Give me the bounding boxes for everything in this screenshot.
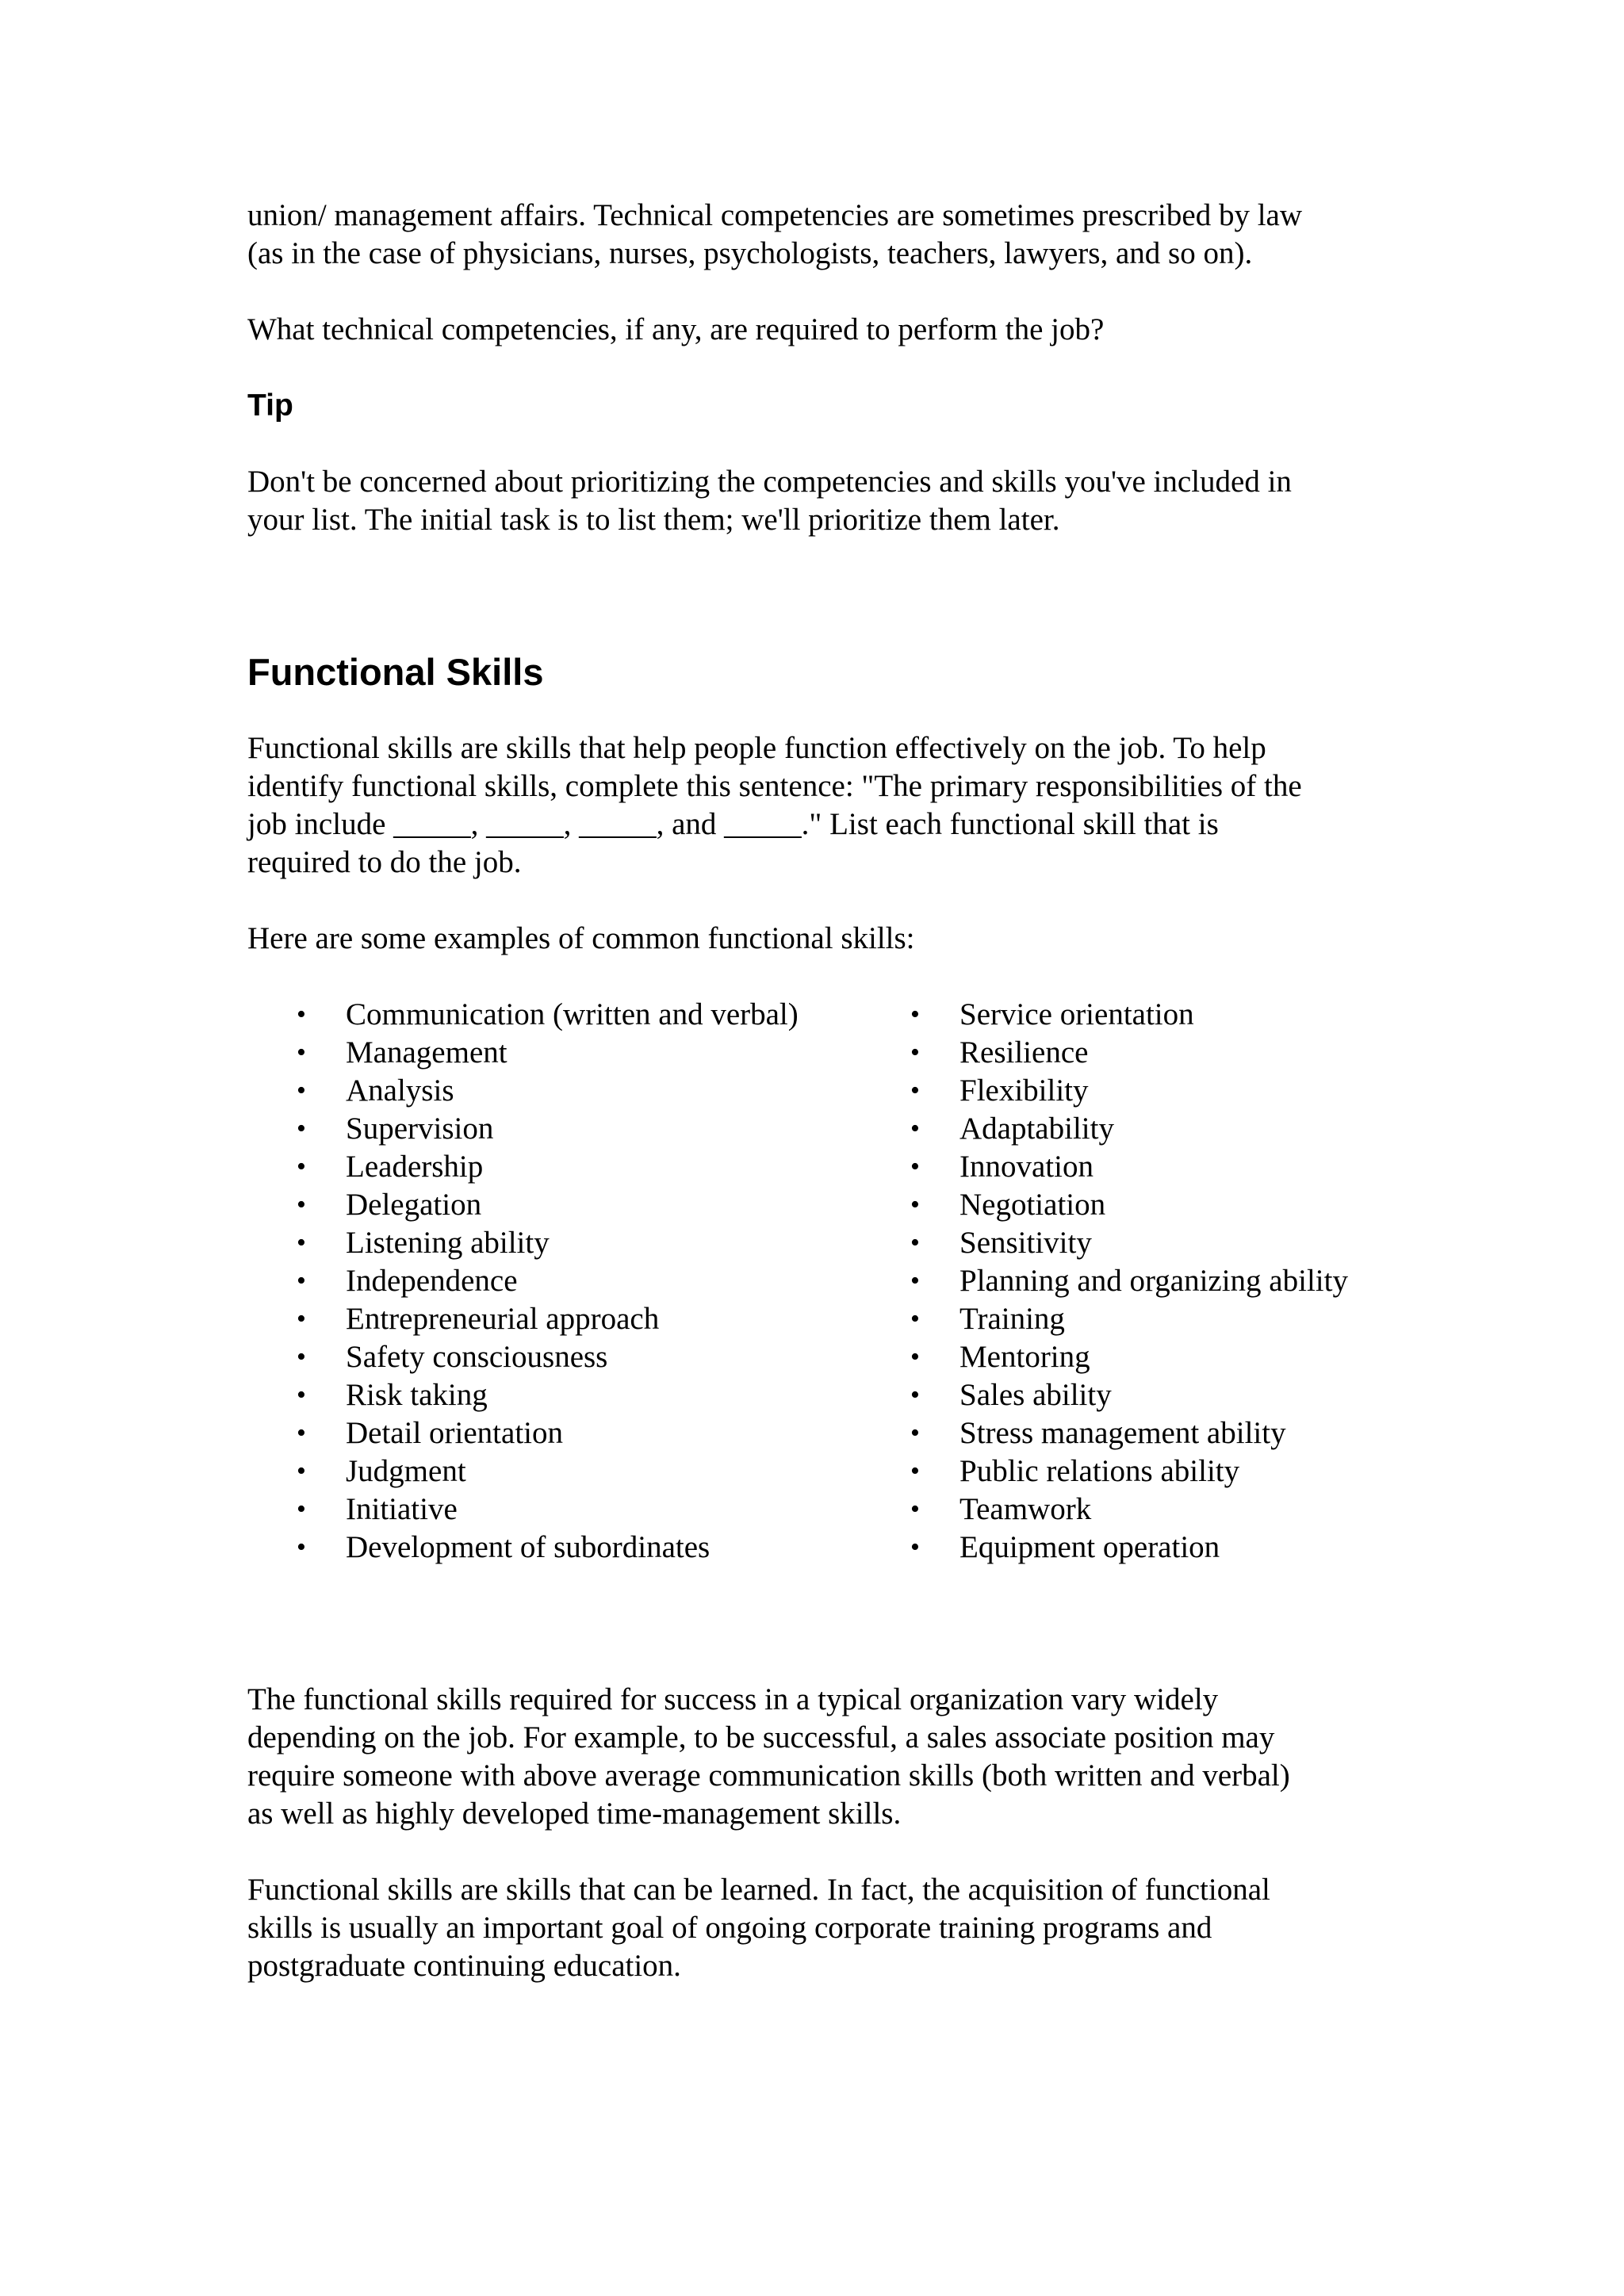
intro-paragraph: [247, 197, 1397, 273]
vary-paragraph: [247, 1681, 1397, 1833]
list-item: [909, 1034, 1348, 1072]
skills-lists: [247, 996, 1397, 1567]
list-item-label: Development of subordinates: [346, 1530, 710, 1564]
list-item: [909, 996, 1348, 1034]
list-item-label: Teamwork: [959, 1492, 1092, 1526]
bullet-icon: •: [910, 1000, 920, 1029]
list-item: [295, 1072, 799, 1110]
bullet-icon: •: [297, 1114, 306, 1143]
list-item-label: Communication (written and verbal): [346, 997, 799, 1031]
bullet-icon: •: [910, 1494, 920, 1524]
bullet-icon: •: [910, 1533, 920, 1562]
list-item: [295, 1490, 799, 1529]
tip-paragraph: [247, 463, 1397, 539]
list-item-label: Judgment: [346, 1454, 466, 1488]
list-item-label: Innovation: [959, 1150, 1094, 1184]
bullet-icon: •: [910, 1038, 920, 1067]
list-item: [295, 1529, 799, 1567]
list-item: [295, 996, 799, 1034]
bullet-icon: •: [297, 1304, 306, 1334]
list-item-label: Equipment operation: [959, 1530, 1220, 1564]
skills-list-left: [295, 996, 799, 1567]
list-item: [295, 1414, 799, 1452]
question-paragraph: What technical competencies, if any, are required to perform the job?: [247, 312, 1105, 346]
bullet-icon: •: [910, 1152, 920, 1181]
list-item-label: Negotiation: [959, 1188, 1106, 1222]
list-item-label: Stress management ability: [959, 1416, 1286, 1450]
list-item: [909, 1262, 1348, 1300]
list-item-label: Adaptability: [959, 1112, 1114, 1146]
bullet-icon: •: [297, 1228, 306, 1257]
intro-line-2: (as in the case of physicians, nurses, psychologists, teachers, lawyers, and so on).: [247, 236, 1253, 270]
list-item-label: Initiative: [346, 1492, 458, 1526]
list-item: [909, 1072, 1348, 1110]
tip-line-2: your list. The initial task is to list them; we'll prioritize them later.: [247, 503, 1060, 537]
learn-paragraph: [247, 1871, 1397, 1985]
bullet-icon: •: [910, 1266, 920, 1295]
list-item-label: Resilience: [959, 1035, 1089, 1070]
examples-intro: Here are some examples of common functional skills:: [247, 921, 915, 955]
learn-line-1: Functional skills are skills that can be learned. In fact, the acquisition of functional: [247, 1873, 1270, 1907]
list-item-label: Leadership: [346, 1150, 484, 1184]
list-item: [909, 1529, 1348, 1567]
func-line-3: job include _____, _____, _____, and _____." List each functional skill that is: [247, 807, 1219, 841]
list-item-label: Detail orientation: [346, 1416, 563, 1450]
bullet-icon: •: [910, 1114, 920, 1143]
list-item-label: Delegation: [346, 1188, 482, 1222]
functional-definition-paragraph: [247, 729, 1397, 882]
learn-line-3: postgraduate continuing education.: [247, 1949, 681, 1983]
page-content: [247, 197, 1397, 1985]
list-item: [295, 1338, 799, 1376]
bullet-icon: •: [910, 1076, 920, 1105]
bullet-icon: •: [297, 1266, 306, 1295]
list-item: [295, 1110, 799, 1148]
bullet-icon: •: [910, 1342, 920, 1372]
list-item: [295, 1376, 799, 1414]
list-item-label: Safety consciousness: [346, 1340, 608, 1374]
bullet-icon: •: [297, 1533, 306, 1562]
list-item-label: Analysis: [346, 1073, 454, 1108]
list-item: [909, 1300, 1348, 1338]
list-item: [295, 1148, 799, 1186]
func-line-4: required to do the job.: [247, 845, 522, 879]
vary-line-4: as well as highly developed time-management skills.: [247, 1797, 902, 1831]
list-item: [295, 1452, 799, 1490]
bullet-icon: •: [297, 1342, 306, 1372]
list-item: [909, 1414, 1348, 1452]
list-item: [909, 1376, 1348, 1414]
func-line-1: Functional skills are skills that help people function effectively on the job. To help: [247, 731, 1266, 765]
list-item: [909, 1452, 1348, 1490]
bullet-icon: •: [910, 1304, 920, 1334]
list-item-label: Entrepreneurial approach: [346, 1302, 660, 1336]
learn-line-2: skills is usually an important goal of ongoing corporate training programs and: [247, 1911, 1212, 1945]
bullet-icon: •: [297, 1380, 306, 1410]
list-item: [295, 1300, 799, 1338]
bullet-icon: •: [297, 1418, 306, 1448]
list-item-label: Training: [959, 1302, 1065, 1336]
list-item-label: Planning and organizing ability: [959, 1264, 1348, 1298]
bullet-icon: •: [910, 1228, 920, 1257]
list-item-label: Sensitivity: [959, 1226, 1092, 1260]
list-item: [909, 1338, 1348, 1376]
list-item-label: Mentoring: [959, 1340, 1090, 1374]
skills-list-right: [909, 996, 1348, 1567]
list-item: [909, 1186, 1348, 1224]
list-item: [909, 1110, 1348, 1148]
list-item-label: Independence: [346, 1264, 518, 1298]
section-heading: Functional Skills: [247, 651, 544, 693]
func-line-2: identify functional skills, complete this sentence: "The primary responsibilities of the: [247, 769, 1302, 803]
bullet-icon: •: [297, 1038, 306, 1067]
list-item-label: Flexibility: [959, 1073, 1089, 1108]
bullet-icon: •: [297, 1494, 306, 1524]
vary-line-2: depending on the job. For example, to be successful, a sales associate position may: [247, 1720, 1275, 1755]
list-item-label: Public relations ability: [959, 1454, 1240, 1488]
bullet-icon: •: [297, 1456, 306, 1486]
list-item-label: Supervision: [346, 1112, 494, 1146]
list-item: [909, 1148, 1348, 1186]
tip-line-1: Don't be concerned about prioritizing the competencies and skills you've included in: [247, 465, 1292, 499]
list-item-label: Sales ability: [959, 1378, 1112, 1412]
vary-line-3: require someone with above average communication skills (both written and verbal): [247, 1758, 1290, 1793]
tip-heading: Tip: [247, 388, 293, 423]
bullet-icon: •: [297, 1190, 306, 1219]
list-item-label: Management: [346, 1035, 508, 1070]
bullet-icon: •: [297, 1076, 306, 1105]
list-item-label: Risk taking: [346, 1378, 488, 1412]
list-item: [295, 1224, 799, 1262]
list-item-label: Service orientation: [959, 997, 1194, 1031]
list-item: [909, 1490, 1348, 1529]
list-item: [295, 1186, 799, 1224]
bullet-icon: •: [910, 1190, 920, 1219]
list-item: [295, 1034, 799, 1072]
bullet-icon: •: [910, 1456, 920, 1486]
vary-line-1: The functional skills required for success in a typical organization vary widely: [247, 1682, 1219, 1716]
list-item: [295, 1262, 799, 1300]
intro-line-1: union/ management affairs. Technical competencies are sometimes prescribed by law: [247, 198, 1302, 232]
bullet-icon: •: [297, 1000, 306, 1029]
bullet-icon: •: [910, 1380, 920, 1410]
list-item: [909, 1224, 1348, 1262]
bullet-icon: •: [297, 1152, 306, 1181]
list-item-label: Listening ability: [346, 1226, 550, 1260]
bullet-icon: •: [910, 1418, 920, 1448]
